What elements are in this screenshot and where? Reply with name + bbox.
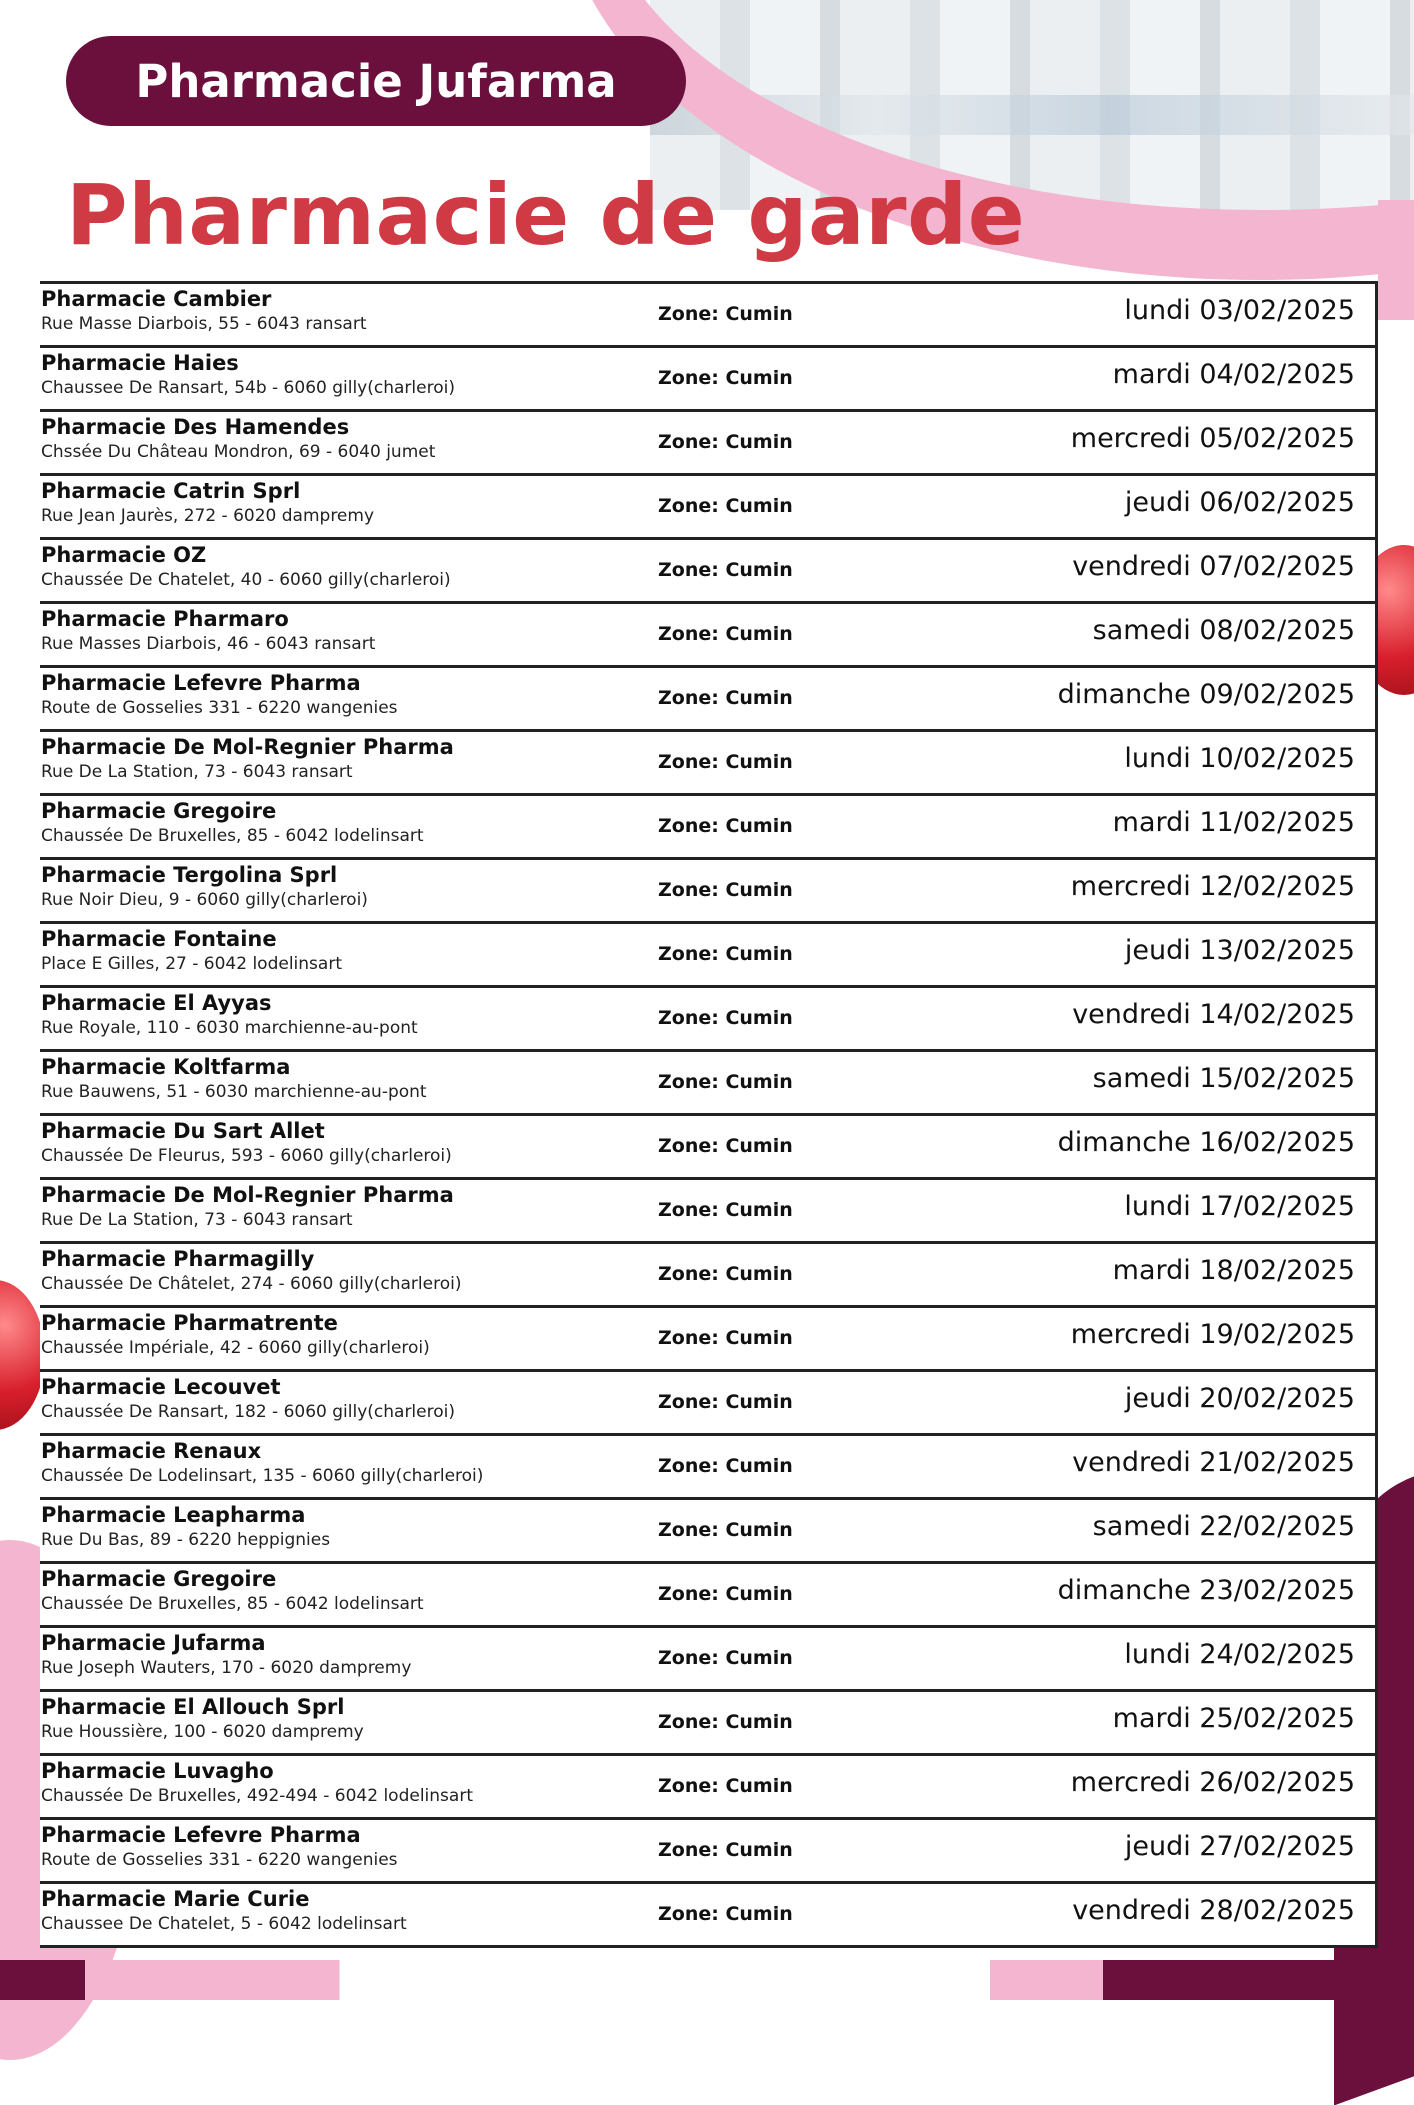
pharmacy-name: Pharmacie El Ayyas [41,991,272,1015]
zone-label: Zone: Cumin [658,1775,793,1797]
zone-label: Zone: Cumin [658,431,793,453]
pharmacy-name: Pharmacie Lecouvet [41,1375,281,1399]
pharmacy-name: Pharmacie Catrin Sprl [41,479,301,503]
pharmacy-name: Pharmacie Du Sart Allet [41,1119,325,1143]
duty-date: mercredi 26/02/2025 [1070,1767,1355,1798]
pharmacy-address: Rue De La Station, 73 - 6043 ransart [41,762,353,782]
page-title: Pharmacie de garde [66,166,1026,264]
pharmacy-name: Pharmacie OZ [41,543,207,567]
pharmacy-name: Pharmacie Haies [41,351,239,375]
table-row [40,348,1378,412]
table-row [40,1756,1378,1820]
pharmacy-name: Pharmacie El Allouch Sprl [41,1695,345,1719]
pharmacy-name: Pharmacie Pharmaro [41,607,289,631]
pharmacy-address: Place E Gilles, 27 - 6042 lodelinsart [41,954,342,974]
pharmacy-name: Pharmacie Gregoire [41,1567,277,1591]
pharmacy-address: Chaussée De Châtelet, 274 - 6060 gilly(charleroi) [41,1274,462,1294]
heart-balloon-left [0,1280,45,1430]
zone-label: Zone: Cumin [658,1263,793,1285]
pharmacy-name: Pharmacie De Mol-Regnier Pharma [41,735,454,759]
duty-date: dimanche 16/02/2025 [1057,1127,1355,1158]
table-row [40,988,1378,1052]
duty-date: jeudi 20/02/2025 [1124,1383,1355,1414]
pharmacy-address: Chaussée De Lodelinsart, 135 - 6060 gilly(charleroi) [41,1466,484,1486]
zone-label: Zone: Cumin [658,1839,793,1861]
table-row [40,476,1378,540]
zone-label: Zone: Cumin [658,1455,793,1477]
zone-label: Zone: Cumin [658,1327,793,1349]
pharmacy-address: Chaussée De Bruxelles, 85 - 6042 lodelinsart [41,1594,424,1614]
table-row [40,1436,1378,1500]
pharmacy-address: Rue Houssière, 100 - 6020 dampremy [41,1722,364,1742]
duty-date: mardi 18/02/2025 [1112,1255,1355,1286]
table-row [40,1564,1378,1628]
table-row [40,924,1378,988]
pink-edge-decoration [1378,200,1414,320]
pharmacy-address: Rue Bauwens, 51 - 6030 marchienne-au-pont [41,1082,427,1102]
table-row [40,412,1378,476]
duty-date: mercredi 12/02/2025 [1070,871,1355,902]
table-row [40,1244,1378,1308]
duty-date: mardi 25/02/2025 [1112,1703,1355,1734]
duty-date: samedi 08/02/2025 [1092,615,1355,646]
pharmacy-name: Pharmacie Renaux [41,1439,262,1463]
table-row [40,1116,1378,1180]
duty-date: samedi 15/02/2025 [1092,1063,1355,1094]
pharmacy-name: Pharmacie Pharmatrente [41,1311,338,1335]
pharmacy-address: Chaussée De Chatelet, 40 - 6060 gilly(charleroi) [41,570,451,590]
pharmacy-address: Rue Noir Dieu, 9 - 6060 gilly(charleroi) [41,890,368,910]
table-row [40,1052,1378,1116]
pharmacy-address: Rue De La Station, 73 - 6043 ransart [41,1210,353,1230]
brand-badge: Pharmacie Jufarma [66,36,686,126]
duty-date: mercredi 19/02/2025 [1070,1319,1355,1350]
zone-label: Zone: Cumin [658,1519,793,1541]
duty-date: jeudi 06/02/2025 [1124,487,1355,518]
pharmacy-name: Pharmacie Lefevre Pharma [41,1823,361,1847]
duty-date: lundi 03/02/2025 [1124,295,1355,326]
table-row [40,1500,1378,1564]
pharmacy-address: Chaussée Impériale, 42 - 6060 gilly(charleroi) [41,1338,430,1358]
zone-label: Zone: Cumin [658,687,793,709]
zone-label: Zone: Cumin [658,367,793,389]
table-row [40,1180,1378,1244]
pharmacy-name: Pharmacie Pharmagilly [41,1247,315,1271]
table-row [40,1628,1378,1692]
duty-date: vendredi 14/02/2025 [1072,999,1355,1030]
duty-date: jeudi 27/02/2025 [1124,1831,1355,1862]
pharmacy-name: Pharmacie Cambier [41,287,272,311]
zone-label: Zone: Cumin [658,495,793,517]
table-row [40,1308,1378,1372]
table-row [40,540,1378,604]
zone-label: Zone: Cumin [658,1135,793,1157]
table-row [40,796,1378,860]
pharmacy-address: Chaussée De Ransart, 182 - 6060 gilly(charleroi) [41,1402,455,1422]
duty-date: lundi 10/02/2025 [1124,743,1355,774]
on-duty-schedule-table [40,281,1378,1948]
pharmacy-address: Chaussée De Bruxelles, 492-494 - 6042 lodelinsart [41,1786,473,1806]
zone-label: Zone: Cumin [658,559,793,581]
pharmacy-name: Pharmacie Gregoire [41,799,277,823]
duty-date: mercredi 05/02/2025 [1070,423,1355,454]
table-row [40,860,1378,924]
pharmacy-name: Pharmacie Fontaine [41,927,277,951]
zone-label: Zone: Cumin [658,1647,793,1669]
pharmacy-address: Chaussée De Fleurus, 593 - 6060 gilly(charleroi) [41,1146,452,1166]
pharmacy-address: Chaussée De Bruxelles, 85 - 6042 lodelinsart [41,826,424,846]
pharmacy-name: Pharmacie Marie Curie [41,1887,310,1911]
duty-date: vendredi 21/02/2025 [1072,1447,1355,1478]
pharmacy-address: Rue Jean Jaurès, 272 - 6020 dampremy [41,506,375,526]
pharmacy-address: Rue Masse Diarbois, 55 - 6043 ransart [41,314,367,334]
table-row [40,1692,1378,1756]
zone-label: Zone: Cumin [658,879,793,901]
pharmacy-address: Rue Joseph Wauters, 170 - 6020 dampremy [41,1658,412,1678]
duty-date: samedi 22/02/2025 [1092,1511,1355,1542]
pharmacy-name: Pharmacie Leapharma [41,1503,306,1527]
pharmacy-name: Pharmacie Des Hamendes [41,415,350,439]
pharmacy-name: Pharmacie Lefevre Pharma [41,671,361,695]
duty-date: lundi 17/02/2025 [1124,1191,1355,1222]
table-row [40,732,1378,796]
table-row [40,604,1378,668]
zone-label: Zone: Cumin [658,943,793,965]
zone-label: Zone: Cumin [658,815,793,837]
table-row [40,1820,1378,1884]
pharmacy-name: Pharmacie Jufarma [41,1631,266,1655]
duty-date: lundi 24/02/2025 [1124,1639,1355,1670]
bottom-wave-decoration [0,1960,1414,2000]
pharmacy-name: Pharmacie Tergolina Sprl [41,863,338,887]
zone-label: Zone: Cumin [658,1199,793,1221]
duty-date: vendredi 28/02/2025 [1072,1895,1355,1926]
pharmacy-name: Pharmacie Koltfarma [41,1055,291,1079]
zone-label: Zone: Cumin [658,1071,793,1093]
pharmacy-address: Rue Masses Diarbois, 46 - 6043 ransart [41,634,376,654]
duty-date: mardi 11/02/2025 [1112,807,1355,838]
zone-label: Zone: Cumin [658,1007,793,1029]
duty-date: vendredi 07/02/2025 [1072,551,1355,582]
pharmacy-name: Pharmacie De Mol-Regnier Pharma [41,1183,454,1207]
pharmacy-address: Chssée Du Château Mondron, 69 - 6040 jumet [41,442,436,462]
zone-label: Zone: Cumin [658,1711,793,1733]
zone-label: Zone: Cumin [658,303,793,325]
pharmacy-address: Chaussee De Chatelet, 5 - 6042 lodelinsart [41,1914,407,1934]
table-row [40,668,1378,732]
pharmacy-address: Rue Royale, 110 - 6030 marchienne-au-pont [41,1018,418,1038]
zone-label: Zone: Cumin [658,751,793,773]
pharmacy-address: Chaussee De Ransart, 54b - 6060 gilly(charleroi) [41,378,455,398]
zone-label: Zone: Cumin [658,1391,793,1413]
table-row [40,1884,1378,1948]
duty-date: mardi 04/02/2025 [1112,359,1355,390]
duty-date: dimanche 09/02/2025 [1057,679,1355,710]
zone-label: Zone: Cumin [658,623,793,645]
pharmacy-address: Rue Du Bas, 89 - 6220 heppignies [41,1530,331,1550]
pharmacy-address: Route de Gosselies 331 - 6220 wangenies [41,1850,398,1870]
duty-date: jeudi 13/02/2025 [1124,935,1355,966]
zone-label: Zone: Cumin [658,1583,793,1605]
pharmacy-address: Route de Gosselies 331 - 6220 wangenies [41,698,398,718]
table-row [40,1372,1378,1436]
zone-label: Zone: Cumin [658,1903,793,1925]
duty-date: dimanche 23/02/2025 [1057,1575,1355,1606]
table-row [40,284,1378,348]
pharmacy-name: Pharmacie Luvagho [41,1759,274,1783]
